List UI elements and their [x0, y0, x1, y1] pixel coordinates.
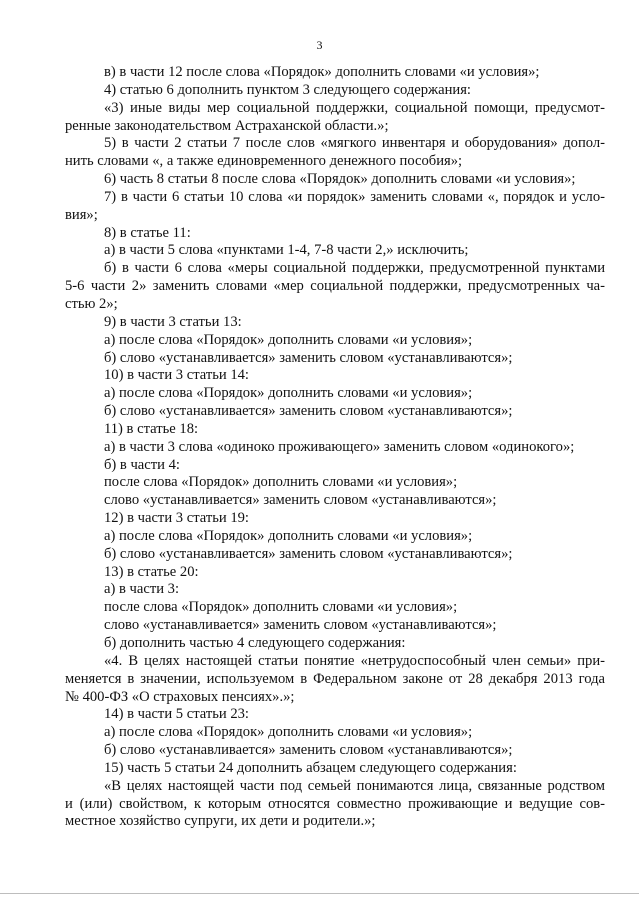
- text-line: б) слово «устанавливается» заменить словом «устанавливаются»;: [104, 349, 513, 366]
- text-line: и (или) свойством, к которым относятся совместно проживающие и ведущие сов-: [65, 795, 605, 812]
- text-line: ренные законодательством Астраханской области.»;: [65, 117, 389, 134]
- scan-edge-divider: [0, 893, 639, 894]
- text-line: а) в части 3 слова «одиноко проживающего» заменить словом «одинокого»;: [104, 438, 575, 455]
- text-line: 8) в статье 11:: [104, 224, 191, 241]
- document-body: [65, 64, 605, 831]
- text-line: меняется в значении, используемом в Федеральном законе от 28 декабря 2013 года: [65, 670, 605, 687]
- text-line: после слова «Порядок» дополнить словами «и условия»;: [104, 474, 458, 491]
- text-line: 4) статью 6 дополнить пунктом 3 следующего содержания:: [104, 81, 471, 98]
- text-line: «4. В целях настоящей статьи понятие «нетрудоспособный член семьи» при-: [104, 652, 605, 669]
- text-line: 9) в части 3 статьи 13:: [104, 313, 242, 330]
- text-line: 5) в части 2 статьи 7 после слов «мягкого инвентаря и оборудования» допол-: [104, 135, 605, 152]
- text-line: 15) часть 5 статьи 24 дополнить абзацем следующего содержания:: [104, 759, 517, 776]
- text-line: «В целях настоящей части под семьей понимаются лица, связанные родством: [104, 777, 605, 794]
- text-line: слово «устанавливается» заменить словом «устанавливаются»;: [104, 617, 497, 634]
- page-number: 3: [316, 38, 323, 52]
- text-line: б) в части 6 слова «меры социальной поддержки, предусмотренной пунктами: [104, 260, 605, 277]
- text-line: 13) в статье 20:: [104, 563, 199, 580]
- text-line: местное хозяйство супруги, их дети и родители.»;: [65, 813, 376, 830]
- text-line: 7) в части 6 статьи 10 слова «и порядок» заменить словами «, порядок и усло-: [104, 188, 605, 205]
- text-line: 12) в части 3 статьи 19:: [104, 510, 249, 527]
- text-line: № 400-ФЗ «О страховых пенсиях».»;: [65, 688, 295, 705]
- text-line: 6) часть 8 статьи 8 после слова «Порядок» дополнить словами «и условия»;: [104, 171, 576, 188]
- text-line: 5-6 части 2» заменить словами «мер социальной поддержки, предусмотренных ча-: [65, 278, 605, 295]
- text-line: вия»;: [65, 206, 98, 223]
- text-line: в) в части 12 после слова «Порядок» дополнить словами «и условия»;: [104, 64, 540, 80]
- text-line: 11) в статье 18:: [104, 420, 199, 437]
- text-line: а) после слова «Порядок» дополнить словами «и условия»;: [104, 385, 473, 402]
- text-line: 14) в части 5 статьи 23:: [104, 706, 249, 723]
- text-line: а) после слова «Порядок» дополнить словами «и условия»;: [104, 527, 473, 544]
- text-line: после слова «Порядок» дополнить словами «и условия»;: [104, 599, 458, 616]
- text-line: а) после слова «Порядок» дополнить словами «и условия»;: [104, 724, 473, 741]
- text-line: нить словами «, а также единовременного денежного пособия»;: [65, 153, 463, 170]
- text-line: «3) иные виды мер социальной поддержки, социальной помощи, предусмот-: [104, 99, 605, 116]
- text-line: слово «устанавливается» заменить словом «устанавливаются»;: [104, 492, 497, 509]
- text-line: а) после слова «Порядок» дополнить словами «и условия»;: [104, 331, 473, 348]
- text-line: б) слово «устанавливается» заменить словом «устанавливаются»;: [104, 742, 513, 759]
- text-line: б) в части 4:: [104, 456, 180, 473]
- text-line: 10) в части 3 статьи 14:: [104, 367, 249, 384]
- text-line: а) в части 5 слова «пунктами 1-4, 7-8 части 2,» исключить;: [104, 242, 469, 259]
- text-line: б) слово «устанавливается» заменить словом «устанавливаются»;: [104, 545, 513, 562]
- text-line: стью 2»;: [65, 295, 118, 312]
- text-line: б) дополнить частью 4 следующего содержания:: [104, 635, 406, 651]
- text-line: б) слово «устанавливается» заменить словом «устанавливаются»;: [104, 403, 513, 420]
- text-line: а) в части 3:: [104, 581, 180, 598]
